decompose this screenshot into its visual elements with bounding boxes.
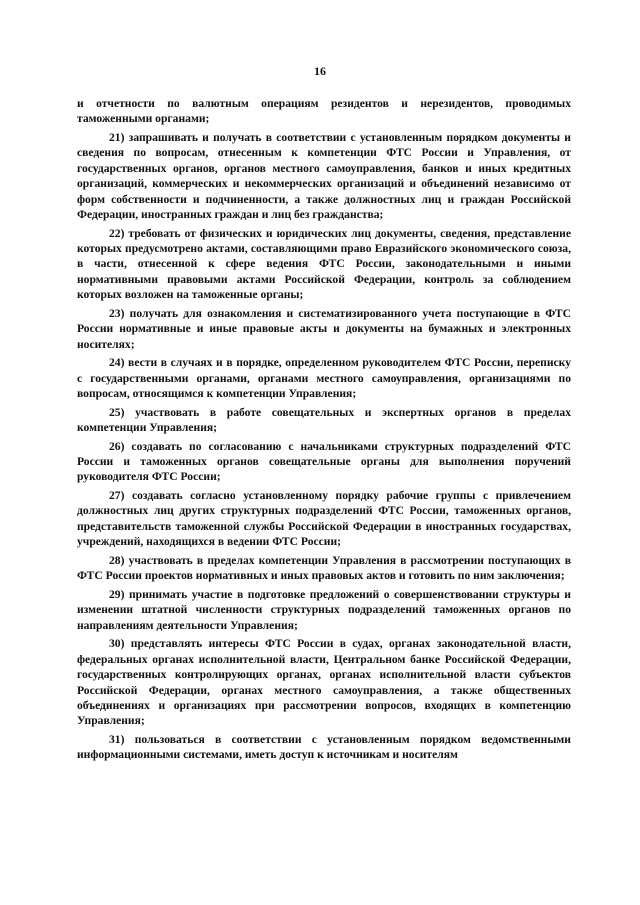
paragraph-item-25: 25) участвовать в работе совещательных и экспертных органов в пределах компетенции Управления; xyxy=(77,405,571,435)
paragraph-item-31: 31) пользоваться в соответствии с установленным порядком ведомственными информационными системами, иметь доступ к источникам и носителям xyxy=(77,732,571,762)
paragraph-continuation: и отчетности по валютным операциям резидентов и нерезидентов, проводимых таможенными органами; xyxy=(77,97,571,126)
paragraph-item-21: 21) запрашивать и получать в соответствии с установленным порядком документы и сведения по вопросам, отнесенным к компетенции ФТС России и Управления, от государственных органов, органов местного самоуправления, банков и иных кредитных организаций, коммерческих и некоммерческих организаций и объединений независимо от форм собственности и подчиненности, а также должностных лиц и граждан Российской Федерации, иностранных граждан и лиц без гражданства; xyxy=(77,131,571,222)
paragraph-item-27: 27) создавать согласно установленному порядку рабочие группы с привлечением должностных лиц других структурных подразделений ФТС России, таможенных органов, представительств таможенной службы Российской Федерации в иностранных государствах, учреждений, находящихся в ведении ФТС России; xyxy=(77,489,571,549)
document-body xyxy=(77,96,571,766)
paragraph-item-30: 30) представлять интересы ФТС России в судах, органах законодательной власти, федеральных органах исполнительной власти, Центральном банке Российской Федерации, государственных контролирующих органах, органах исполнительной власти субъектов Российской Федерации, органах местного самоуправления, а также общественных объединениях и организациях при рассмотрении вопросов, входящих в компетенцию Управления; xyxy=(77,637,571,728)
paragraph-item-22: 22) требовать от физических и юридических лиц документы, сведения, представление которых предусмотрено актами, составляющими право Евразийского экономического союза, в части, отнесенной к сфере ведения ФТС России, законодательными и иными нормативными правовыми актами Российской Федерации, контроль за соблюдением которых возложен на таможенные органы; xyxy=(77,226,571,302)
paragraph-item-29: 29) принимать участие в подготовке предложений о совершенствовании структуры и изменении штатной численности структурных подразделений таможенных органов по направлениям деятельности Управления; xyxy=(77,587,571,632)
paragraph-item-26: 26) создавать по согласованию с начальниками структурных подразделений ФТС России и таможенных органов совещательные органы для выполнения поручений руководителя ФТС России; xyxy=(77,439,571,484)
paragraph-item-28: 28) участвовать в пределах компетенции Управления в рассмотрении поступающих в ФТС России проектов нормативных и иных правовых актов и готовить по ним заключения; xyxy=(77,553,571,583)
paragraph-item-23: 23) получать для ознакомления и систематизированного учета поступающие в ФТС России нормативные и иные правовые акты и документы на бумажных и электронных носителях; xyxy=(77,306,571,351)
paragraph-item-24: 24) вести в случаях и в порядке, определенном руководителем ФТС России, переписку с государственными органами, органами местного самоуправления, организациями по вопросам, относящимся к компетенции Управления; xyxy=(77,356,571,401)
page-number: 16 xyxy=(314,64,326,78)
